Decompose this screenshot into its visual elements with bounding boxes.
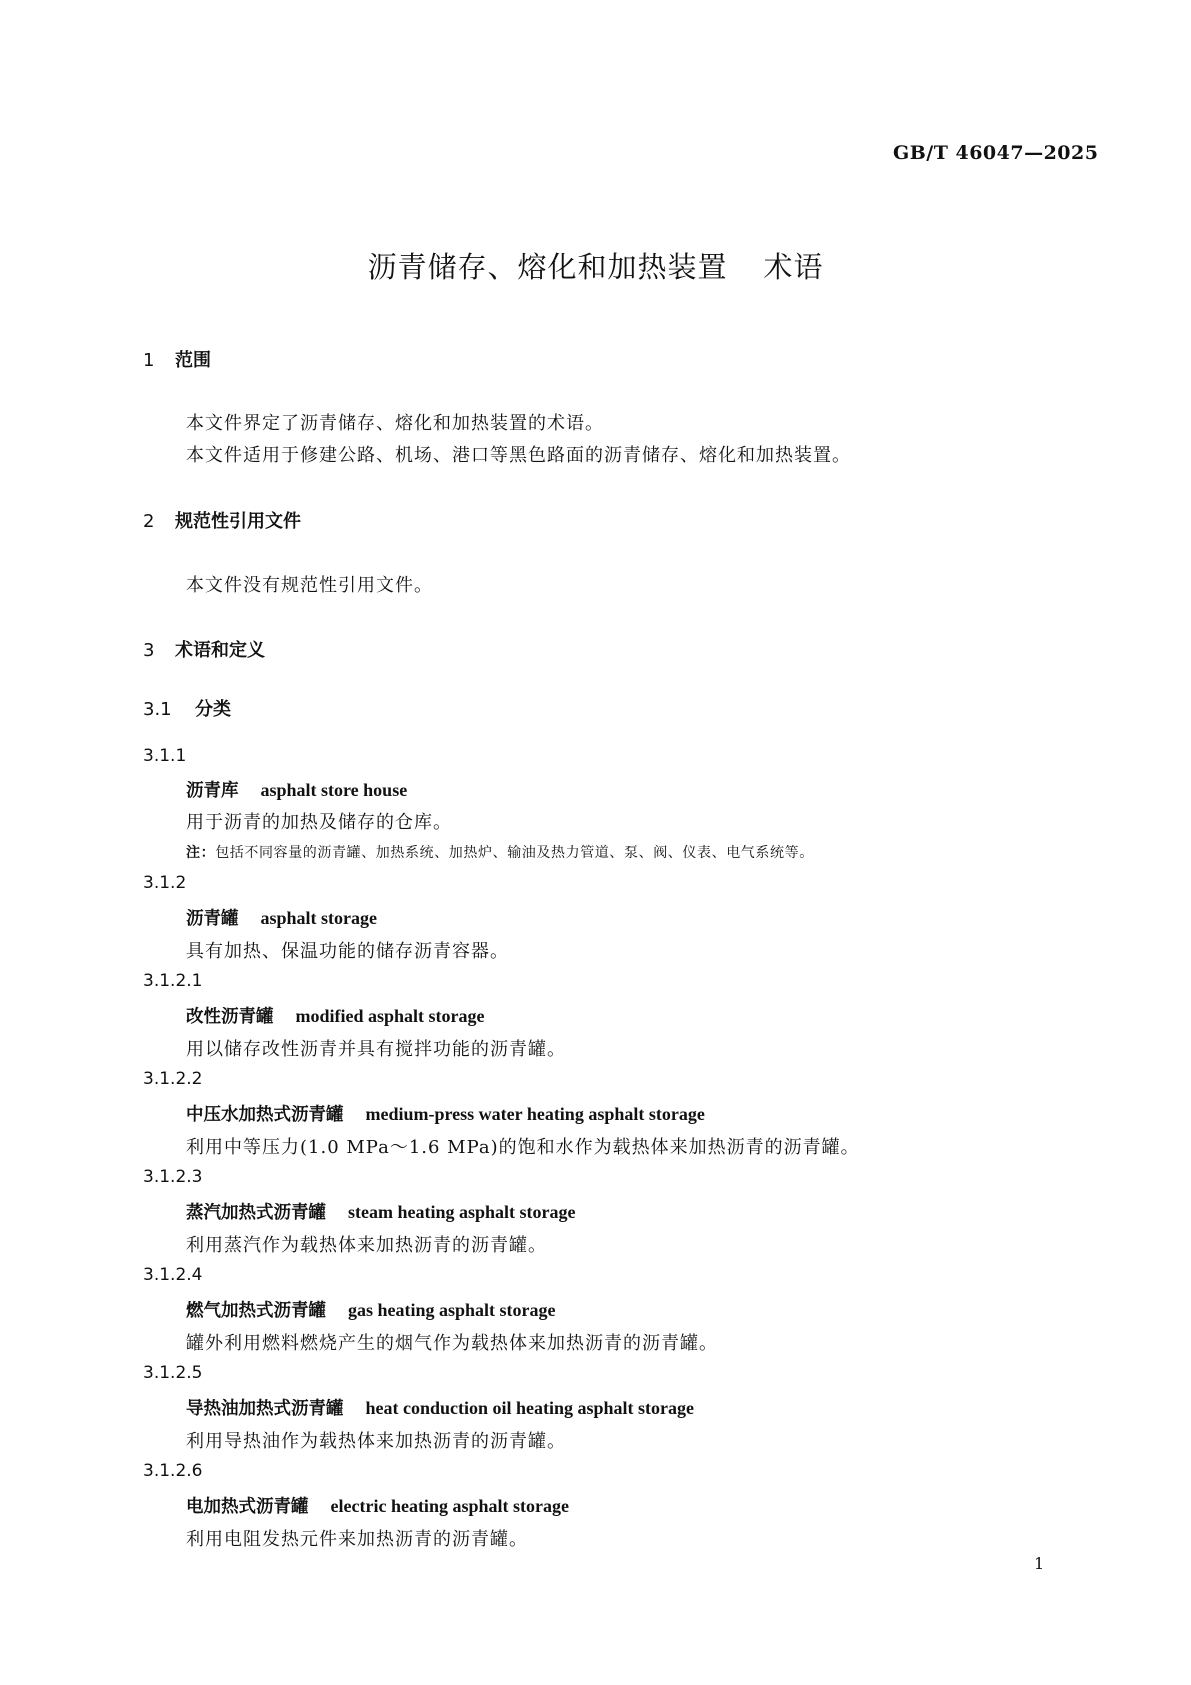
term-number: 3.1.2.2 <box>143 1069 203 1089</box>
term-en: medium-press water heating asphalt storage <box>365 1104 705 1124</box>
normative-references-paragraph: 本文件没有规范性引用文件。 <box>186 575 433 596</box>
section-number: 3 <box>143 640 155 661</box>
term-en: steam heating asphalt storage <box>348 1202 576 1222</box>
term-definition: 用于沥青的加热及储存的仓库。 <box>186 812 452 833</box>
term-heading <box>186 777 407 802</box>
section-number: 1 <box>143 350 155 371</box>
term-heading <box>186 1297 556 1322</box>
title-sub: 术语 <box>763 250 824 284</box>
term-heading <box>186 1003 485 1028</box>
term-definition: 用以储存改性沥青并具有搅拌功能的沥青罐。 <box>186 1039 566 1060</box>
term-number: 3.1.2.5 <box>143 1363 203 1383</box>
scope-paragraph-1: 本文件界定了沥青储存、熔化和加热装置的术语。 <box>186 413 604 434</box>
scope-paragraph-2: 本文件适用于修建公路、机场、港口等黑色路面的沥青储存、熔化和加热装置。 <box>186 445 851 466</box>
section-title: 范围 <box>175 350 211 371</box>
term-number: 3.1.2 <box>143 873 187 893</box>
term-zh: 中压水加热式沥青罐 <box>186 1105 344 1125</box>
term-heading <box>186 1101 705 1126</box>
title-main: 沥青储存、熔化和加热装置 <box>367 250 728 284</box>
term-note <box>186 842 814 862</box>
term-definition: 利用导热油作为载热体来加热沥青的沥青罐。 <box>186 1431 566 1452</box>
term-heading <box>186 1395 694 1420</box>
note-label: 注： <box>186 845 216 861</box>
note-text: 包括不同容量的沥青罐、加热系统、加热炉、输油及热力管道、泵、阀、仪表、电气系统等。 <box>215 845 814 861</box>
section-title: 分类 <box>195 699 231 720</box>
term-number: 3.1.2.6 <box>143 1461 203 1481</box>
term-en: asphalt store house <box>260 780 408 800</box>
term-zh: 沥青库 <box>186 781 239 801</box>
term-en: gas heating asphalt storage <box>348 1300 556 1320</box>
term-en: asphalt storage <box>260 908 377 928</box>
term-number: 3.1.2.4 <box>143 1265 203 1285</box>
section-3-1-heading <box>143 695 231 721</box>
section-title: 术语和定义 <box>175 640 265 661</box>
term-zh: 电加热式沥青罐 <box>186 1497 309 1517</box>
term-heading <box>186 1199 576 1224</box>
term-definition: 罐外利用燃料燃烧产生的烟气作为载热体来加热沥青的沥青罐。 <box>186 1333 718 1354</box>
document-title <box>0 245 1191 286</box>
term-definition: 利用电阻发热元件来加热沥青的沥青罐。 <box>186 1529 528 1550</box>
section-1-heading <box>143 346 211 372</box>
term-definition: 利用蒸汽作为载热体来加热沥青的沥青罐。 <box>186 1235 547 1256</box>
term-definition: 具有加热、保温功能的储存沥青容器。 <box>186 941 509 962</box>
term-en: modified asphalt storage <box>295 1006 485 1026</box>
section-number: 3.1 <box>143 699 172 720</box>
term-heading <box>186 1493 569 1518</box>
term-definition: 利用中等压力(1.0 MPa～1.6 MPa)的饱和水作为载热体来加热沥青的沥青罐。 <box>186 1137 860 1158</box>
section-title: 规范性引用文件 <box>175 511 301 532</box>
section-3-heading <box>143 636 265 662</box>
term-zh: 蒸汽加热式沥青罐 <box>186 1203 326 1223</box>
section-number: 2 <box>143 511 155 532</box>
term-zh: 改性沥青罐 <box>186 1007 274 1027</box>
standard-number: GB/T 46047—2025 <box>893 142 1099 164</box>
term-en: electric heating asphalt storage <box>330 1496 569 1516</box>
term-number: 3.1.1 <box>143 746 187 766</box>
term-en: heat conduction oil heating asphalt storage <box>365 1398 695 1418</box>
page-number: 1 <box>1034 1554 1045 1573</box>
term-number: 3.1.2.1 <box>143 971 203 991</box>
term-zh: 导热油加热式沥青罐 <box>186 1399 344 1419</box>
section-2-heading <box>143 507 301 533</box>
term-heading <box>186 905 377 930</box>
term-zh: 沥青罐 <box>186 909 239 929</box>
term-number: 3.1.2.3 <box>143 1167 203 1187</box>
term-zh: 燃气加热式沥青罐 <box>186 1301 326 1321</box>
